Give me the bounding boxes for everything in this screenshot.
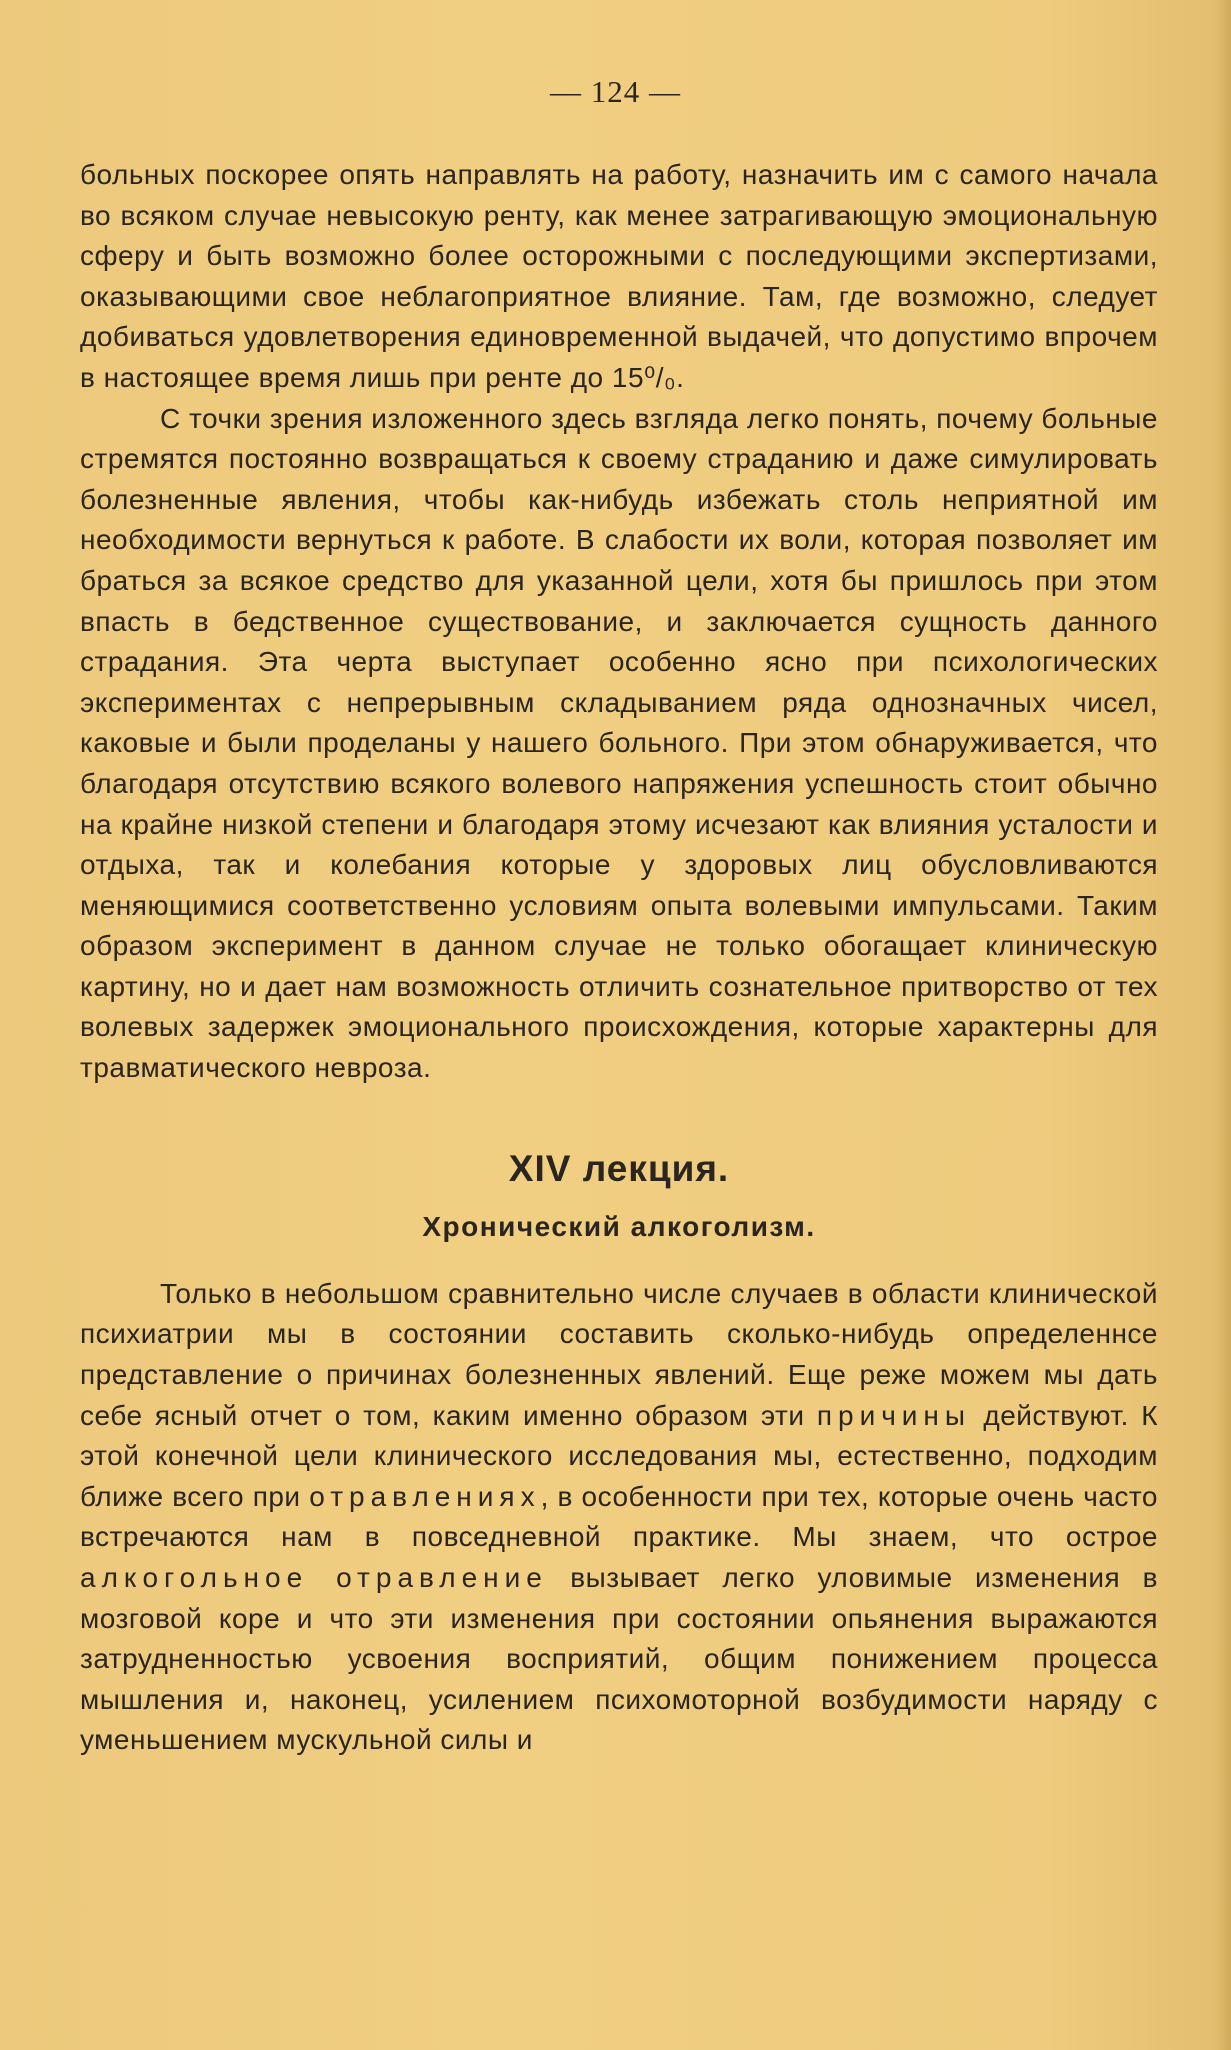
paragraph-continuation: больных поскорее опять направлять на работу, назначить им с самого начала во всяком случае невысокую ренту, как менее затрагивающую эмоциональную сферу и быть возможно более осторожными с последующими экспертизами, оказывающими свое неблагоприятное влияние. Там, где возможно, следует добиваться удовлетворения единовременной выдачей, что допустимо впрочем в настоящее время лишь при ренте до 15⁰/₀. [80,159,1158,393]
lecture-heading: XIV лекция. [508,1147,730,1189]
text-segment: вызывает легко уловимые изменения в мозговой коре и что эти изменения при состоянии опьянения выражаются затрудненностью усвоения восприятий, общим понижением процесса мышления и, наконец, усилением психомоторной возбудимости наряду с уменьшением мускульной силы и [80,1562,1158,1756]
page-number: — 124 — [550,74,681,109]
paragraph-alcoholism-intro [80,1274,1158,1761]
text-segment: , в особенности при тех, которые очень часто встречаются нам в повседневной практике. Мы знаем, что острое [80,1480,1158,1553]
lecture-subtitle: Хронический алкоголизм. [422,1211,816,1243]
spaced-emphasis: причины [816,1399,972,1431]
page-edge-shadow [1215,0,1231,2050]
spaced-emphasis: алкогольное отравление [80,1562,548,1593]
text-segment: действуют. К этой конечной цели клинического исследования мы, естественно, подходим ближе всего при [80,1399,1159,1512]
paragraph-traumatic-neurosis: С точки зрения изложенного здесь взгляда легко понять, почему больные стремятся постоянно возвращаться к своему страданию и даже симулировать болезненные явления, чтобы как-нибудь избежать столь неприятной им необходимости вернуться к работе. В слабости их воли, которая позволяет им браться за всякое средство для указанной цели, хотя бы пришлось при этом впасть в бедственное существование, и заключается сущность данного страдания. Эта черта выступает особенно ясно при психологических экспериментах с непрерывным складыванием ряда однозначных чисел, каковые и были проделаны у нашего больного. При этом обнаруживается, что благодаря отсутствию всякого волевого напряжения успешность стоит обычно на крайне низкой степени и благодаря этому исчезают как влияния усталости и отдыха, так и колебания которые у здоровых лиц обусловливаются меняющимися соответственно условиям опыта волевыми импульсами. Таким образом эксперимент в данном случае не только обогащает клиническую картину, но и дает нам возможность отличить сознательное притворство от тех волевых задержек эмоционального происхождения, которые характерны для травматического невроза. [80,402,1158,1084]
spaced-emphasis: отравлениях [309,1480,541,1512]
page-body [80,155,1158,1761]
text-segment: Только в небольшом сравнительно числе случаев в области клинической психиатрии мы в состоянии составить сколько-нибудь определеннсе представление о причинах болезненных явлений. Еще реже можем мы дать себе ясный отчет о том, каким именно образом эти [80,1277,1158,1431]
